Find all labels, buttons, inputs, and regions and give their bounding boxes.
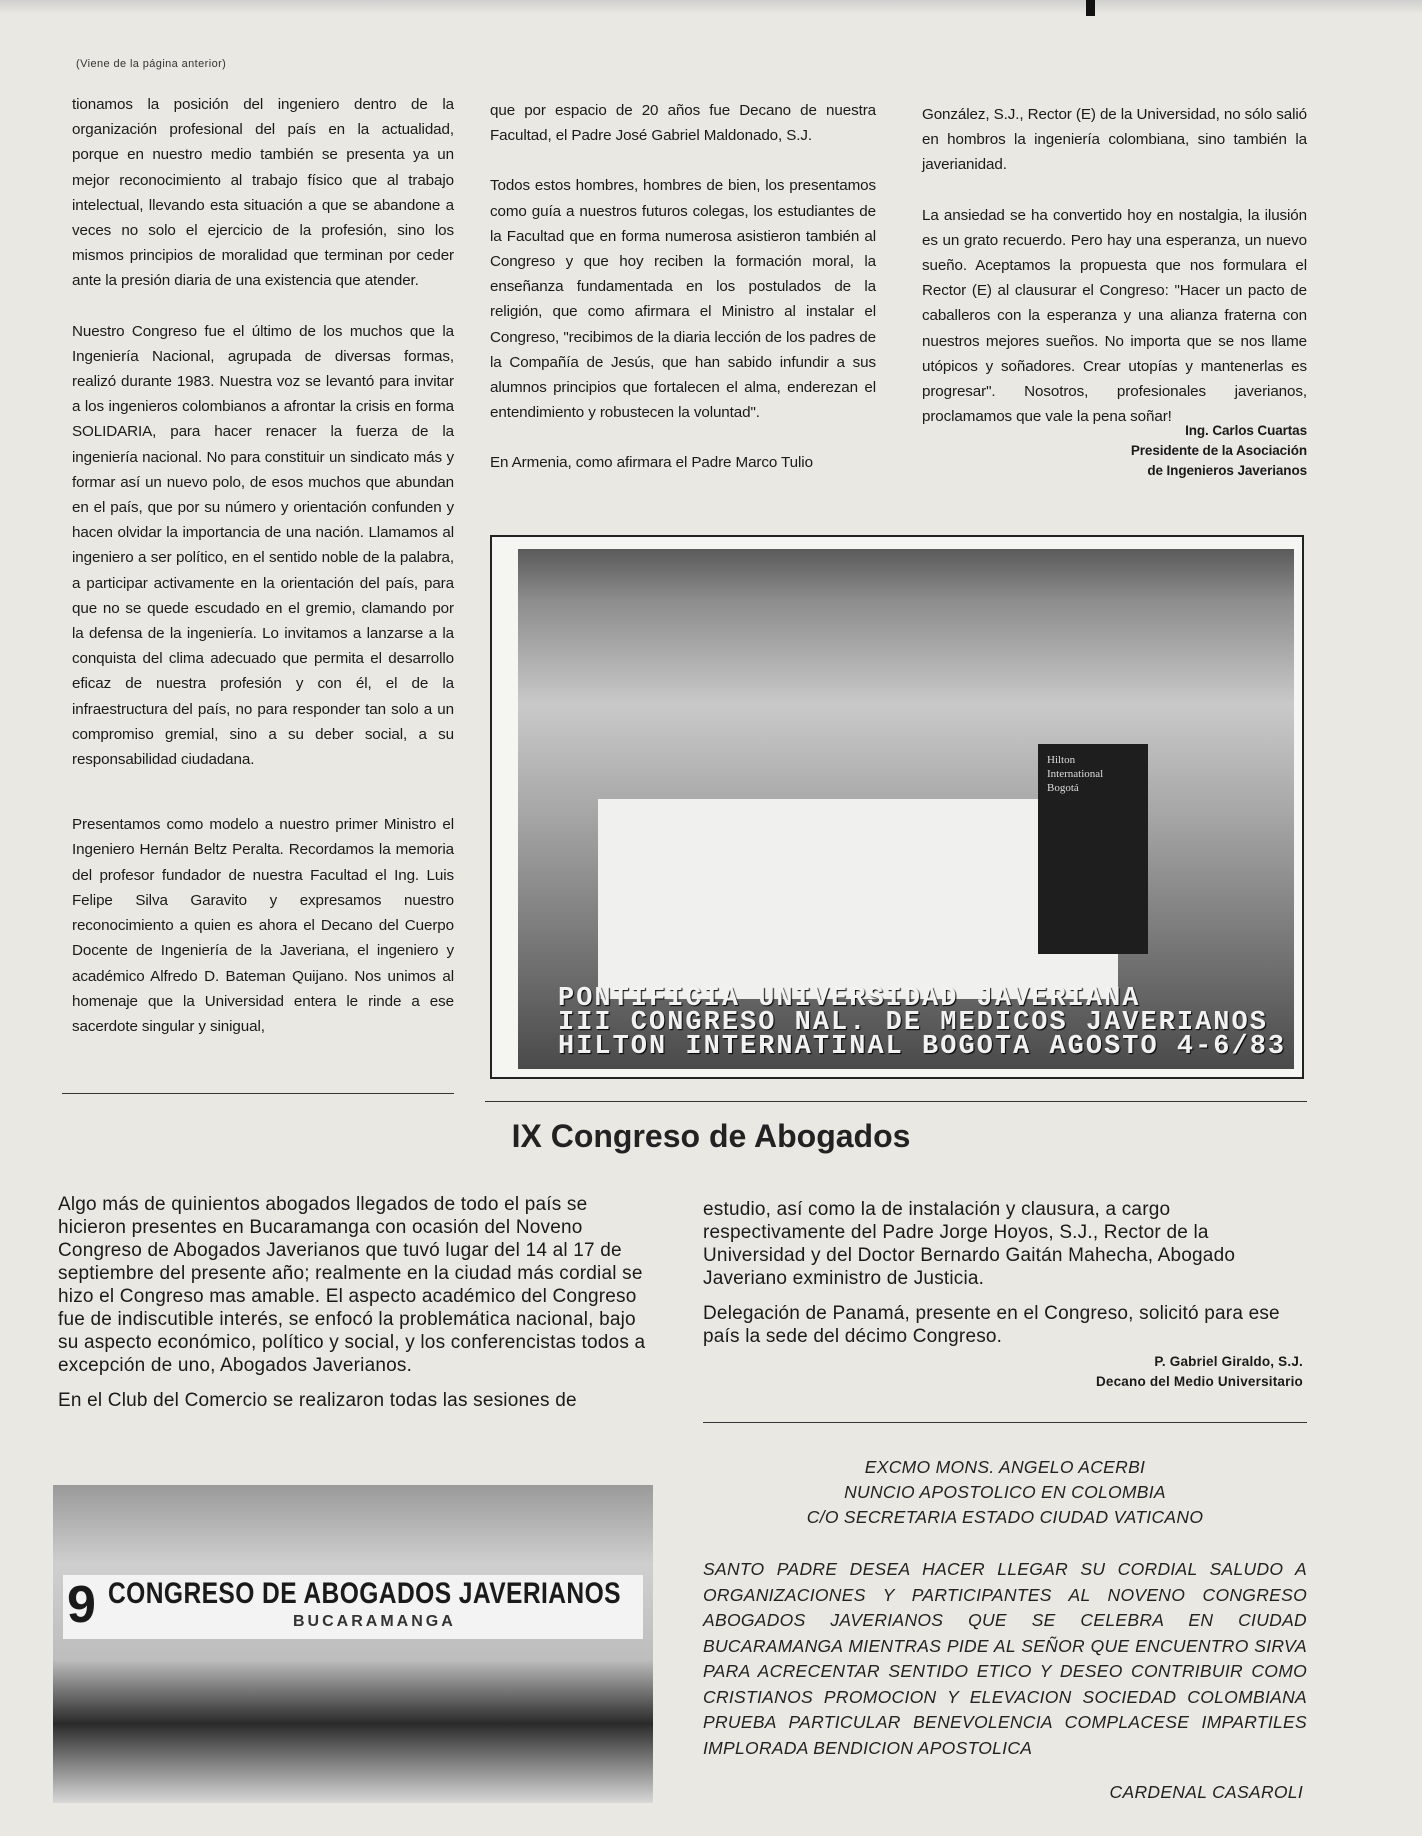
col2-paragraph-2: Todos estos hombres, hombres de bien, los presentamos como guía a nuestros futuros colegas, los estudiantes de la Facultad que en forma numerosa asistieron también al Congreso y que hoy reciben la formación moral, la enseñanza fundamentada en los postulados de la religión, que como afirmara el Ministro al instalar el Congreso, "recibimos de la diaria lección de los padres de la Compañía de Jesús, que han sabido infundir a sus alumnos principios que fortalecen el alma, enderezan el entendimiento y robustecen la voluntad". — [490, 177, 876, 422]
signature-name: P. Gabriel Giraldo, S.J. — [1154, 1354, 1303, 1369]
caption-line-1: PONTIFICIA UNIVERSIDAD JAVERIANA — [558, 984, 1141, 1014]
top-edge — [0, 0, 1422, 14]
photo-image — [518, 549, 1294, 1069]
banner-subtitle: BUCARAMANGA — [293, 1613, 456, 1630]
column-1 — [72, 92, 454, 1064]
divider-right — [485, 1101, 1307, 1102]
col1-paragraph-2: Nuestro Congreso fue el último de los muchos que la Ingeniería Nacional, agrupada de diversas formas, realizó durante 1983. Nuestra voz se levantó para invitar a los ingenieros colombianos a afrontar la crisis en forma SOLIDARIA, para hacer renacer la fuerza de la ingeniería nacional. No para constituir un sindicato más y formar así un nuevo polo, de esos muchos que abundan en el país, que por su número y orientación confunden y hacen olvidar la importancia de una nación. Llamamos al ingeniero a ser político, en el sentido noble de la palabra, a participar activamente en la orientación del país, para que no se quede escudado en el gremio, clamando por la defensa de la ingeniería. Lo invitamos a lanzarse a la conquista del clima adecuado que permita el desarrollo eficaz de nuestra profesión y con él, el de la infraestructura del país, no para responder tan solo a un compromiso gremial, sino a su deber social, a su responsabilidad ciudadana. — [72, 322, 454, 769]
article-title: IX Congreso de Abogados — [511, 1118, 911, 1154]
article2-paragraph-3: estudio, así como la de instalación y clausura, a cargo respectivamente del Padre Jorge Hoyos, S.J., Rector de la Universidad y del Doctor Bernardo Gaitán Mahecha, Abogado Javeriano exministro de Justicia. — [703, 1199, 1236, 1289]
address-line-1: EXCMO MONS. ANGELO ACERBI — [864, 1457, 1146, 1477]
article2-left-column — [58, 1193, 658, 1424]
col1-paragraph-1: tionamos la posición del ingeniero dentro de la organización profesional del país en la actualidad, porque en nuestro medio también se presenta ya un mejor reconocimiento al trabajo físico que al trabajo intelectual, llevando esta situación a que se abandone a veces no solo el ejercicio de la profesión, sino los mismos principios de moralidad que terminan por ceder ante la presión diaria de una existencia que atender. — [72, 96, 454, 290]
top-mark — [1086, 0, 1095, 16]
photo-caption — [518, 984, 1294, 1062]
signature-title-2: de Ingenieros Javerianos — [1147, 463, 1307, 479]
article2-paragraph-4: Delegación de Panamá, presente en el Congreso, solicitó para ese país la sede del décimo Congreso. — [703, 1303, 1280, 1347]
signature-title: Decano del Medio Universitario — [1095, 1374, 1303, 1389]
col3-signature — [922, 421, 1307, 481]
caption-line-3: HILTON INTERNATINAL BOGOTA AGOSTO 4-6/83 — [558, 1032, 1287, 1062]
telegram-body: SANTO PADRE DESEA HACER LLEGAR SU CORDIAL SALUDO A ORGANIZACIONES Y PARTICIPANTES AL NOVENO CONGRESO ABOGADOS JAVERIANOS QUE SE CELEBRA EN CIUDAD BUCARAMANGA MIENTRAS PIDE AL SEÑOR QUE ENCUENTRO SIRVA PARA ACRECENTAR SENTIDO ETICO Y DESEO CONTRIBUIR COMO CRISTIANOS PROMOCION Y ELEVACION SOCIEDAD COLOMBIANA PRUEBA PARTICULAR BENEVOLENCIA COMPLACESE IMPARTILES IMPLORADA BENDICION APOSTOLICA — [703, 1559, 1307, 1758]
congress-banner — [63, 1575, 643, 1639]
conference-photo-abogados — [53, 1485, 653, 1803]
divider-telegram — [703, 1422, 1307, 1423]
conference-photo-medicos — [490, 535, 1304, 1079]
address-line-2: NUNCIO APOSTOLICO EN COLOMBIA — [844, 1482, 1166, 1502]
signature-name: Ing. Carlos Cuartas — [1185, 423, 1307, 439]
col2-paragraph-1: que por espacio de 20 años fue Decano de nuestra Facultad, el Padre José Gabriel Maldonado, S.J. — [490, 102, 876, 145]
col2-paragraph-3: En Armenia, como afirmara el Padre Marco Tulio — [490, 454, 813, 472]
article2-signature — [703, 1352, 1303, 1392]
article2-paragraph-1: Algo más de quinientos abogados llegados de todo el país se hicieron presentes en Bucaramanga con ocasión del Noveno Congreso de Abogados Javerianos que tuvó lugar del 14 al 17 de septiembre del presente año; realmente en la ciudad más cordial se hizo el Congreso mas amable. El aspecto académico del Congreso fue de indiscutible interés, se enfocó la problemática nacional, bajo su aspecto económico, político y social, y los conferencistas todos a excepción de uno, Abogados Javerianos. — [58, 1194, 646, 1376]
address-line-3: C/O SECRETARIA ESTADO CIUDAD VATICANO — [806, 1507, 1204, 1527]
col3-paragraph-2: La ansiedad se ha convertido hoy en nostalgia, la ilusión es un grato recuerdo. Pero hay una esperanza, un nuevo sueño. Aceptamos la propuesta que nos formulara el Rector (E) al clausurar el Congreso: "Hacer un pacto de caballeros con la esperanza y una alianza fraterna con nuestros mejores sueños. No importa que se nos llame utópicos y soñadores. Crear utopías y mantenerlas es progresar". Nosotros, profesionales javerianos, proclamamos que vale la pena soñar! — [922, 206, 1307, 426]
caption-line-2: III CONGRESO NAL. DE MEDICOS JAVERIANOS — [558, 1008, 1268, 1038]
signature-title-1: Presidente de la Asociación — [1130, 443, 1307, 459]
continuation-note: (Viene de la página anterior) — [76, 58, 227, 70]
column-2 — [490, 98, 876, 501]
telegram-signature: CARDENAL CASAROLI — [1109, 1782, 1303, 1802]
column-3 — [922, 102, 1307, 481]
telegram-address — [703, 1455, 1307, 1530]
banner-number: 9 — [67, 1576, 96, 1634]
banner-title: CONGRESO DE ABOGADOS JAVERIANOS — [108, 1577, 621, 1610]
col3-paragraph-1: González, S.J., Rector (E) de la Universidad, no sólo salió en hombros la ingeniería colombiana, sino también la javerianidad. — [922, 106, 1307, 174]
podium-sign: Hilton International Bogotá — [1047, 754, 1104, 794]
col1-paragraph-3: Presentamos como modelo a nuestro primer Ministro el Ingeniero Hernán Beltz Peralta. Recordamos la memoria del profesor fundador de nuestra Facultad el Ing. Luis Felipe Silva Garavito y expresamos nuestro reconocimiento a quien es ahora el Decano del Cuerpo Docente de Ingeniería de la Javeriana, el ingeniero y académico Alfredo D. Bateman Quijano. Nos unimos al homenaje que la Universidad entera le rinde a ese sacerdote singular y sinigual, — [72, 816, 454, 1035]
divider-left — [62, 1093, 454, 1094]
article2-right-column — [703, 1198, 1303, 1392]
article2-paragraph-2: En el Club del Comercio se realizaron todas las sesiones de — [58, 1390, 577, 1411]
